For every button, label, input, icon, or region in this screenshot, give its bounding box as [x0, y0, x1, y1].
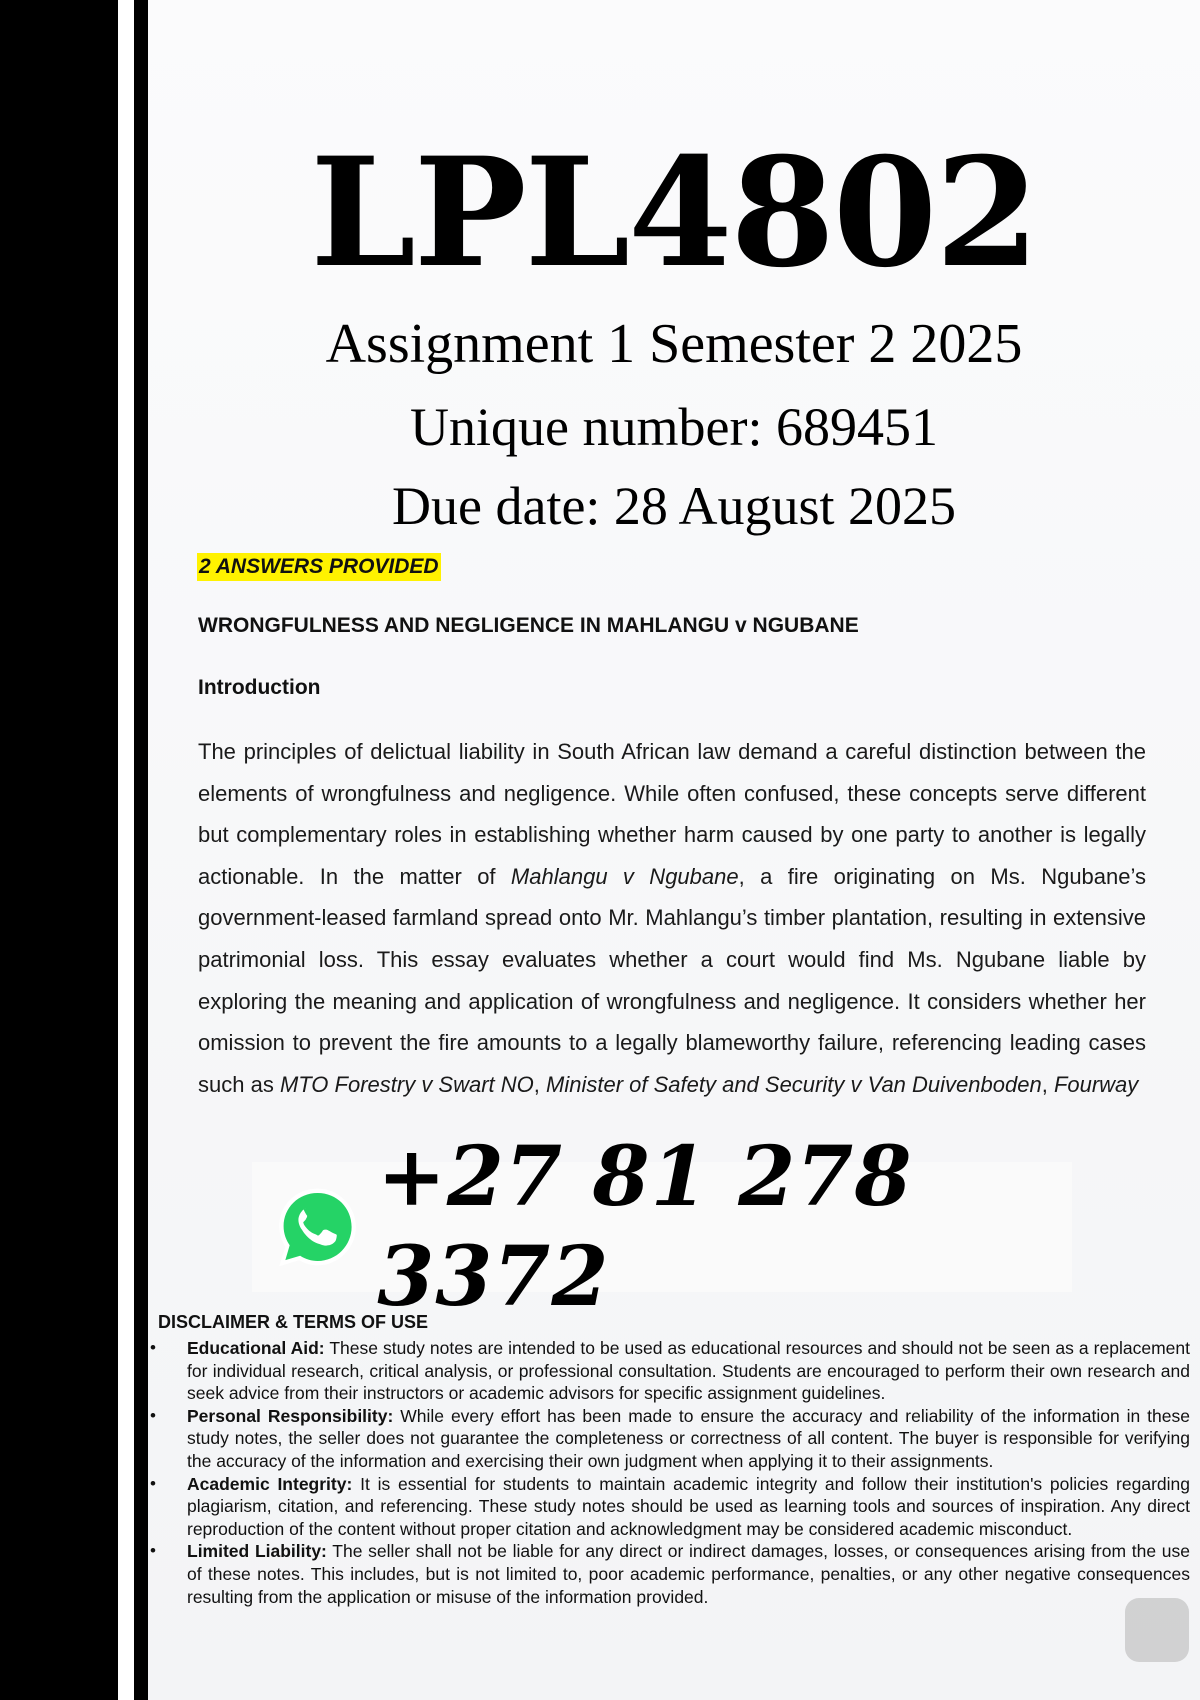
- intro-text-part: The principles of delictual liability in South African law demand a careful distinction between the elements of wrongfulness and negligence. While often confused, these concepts serve different but complementary roles in establishing whether harm caused by one party to another is legally actionable. In the matter of: [198, 739, 1146, 889]
- left-margin-bar: [0, 0, 118, 1700]
- disclaimer-text: These study notes are intended to be used as educational resources and should not be seen as a replacement for individual research, critical analysis, or professional consultation. Students are encouraged to perform their own research and seek advice from their instructors or academic advisors for specific assignment guidelines.: [187, 1338, 1190, 1404]
- disclaimer-term: Limited Liability:: [187, 1541, 327, 1562]
- case-citation: Fourway: [1053, 1071, 1139, 1097]
- intro-separator: ,: [1041, 1071, 1054, 1097]
- whatsapp-icon: [274, 1177, 361, 1277]
- disclaimer-item: [150, 1337, 1190, 1405]
- intro-text-part: , a fire originating on Ms. Ngubane’s government-leased farmland spread onto Mr. Mahlangu’s timber plantation, resulting in extensive patrimonial loss. This essay evaluates whether a court would find Ms. Ngubane liable by exploring the meaning and application of wrongfulness and negligence. It considers whether her omission to prevent the fire amounts to a legally blameworthy failure, referencing leading cases such as: [198, 863, 1146, 1097]
- disclaimer-term: Educational Aid:: [187, 1338, 325, 1358]
- assignment-subtitle: Assignment 1 Semester 2 2025: [325, 313, 1023, 375]
- introduction-heading: Introduction: [198, 676, 321, 699]
- disclaimer-text: While every effort has been made to ensure the accuracy and reliability of the information in these study notes, the seller does not guarantee the completeness or correctness of all content. The buyer is responsible for verifying the accuracy of the information and exercising their own judgment when applying it to their assignments.: [187, 1405, 1190, 1471]
- bullet: •: [150, 1338, 156, 1357]
- bullet: •: [150, 1541, 156, 1561]
- disclaimer-text: The seller shall not be liable for any direct or indirect damages, losses, or consequences arising from the use of these notes. This includes, but is not limited to, poor academic performance, penalties, or any other negative consequences resulting from the application or misuse of the information provided.: [187, 1541, 1190, 1607]
- disclaimer-list: [150, 1337, 1190, 1608]
- course-code-title: LPL4802: [310, 125, 1038, 301]
- bullet: •: [150, 1405, 156, 1425]
- disclaimer-item: [150, 1540, 1190, 1608]
- case-citation: MTO Forestry v Swart NO: [279, 1071, 534, 1097]
- essay-title: WRONGFULNESS AND NEGLIGENCE IN MAHLANGU v NGUBANE: [198, 614, 859, 637]
- corner-overlay-badge: [1125, 1598, 1189, 1662]
- introduction-paragraph: [198, 731, 1146, 1105]
- disclaimer-heading: DISCLAIMER & TERMS OF USE: [158, 1312, 429, 1332]
- disclaimer-item: [150, 1405, 1190, 1473]
- answers-provided-highlight: 2 ANSWERS PROVIDED: [197, 553, 441, 581]
- unique-number: Unique number: 689451: [410, 397, 938, 457]
- due-date: Due date: 28 August 2025: [392, 476, 956, 536]
- phone-number: +27 81 278 3372: [377, 1129, 913, 1325]
- disclaimer-term: Academic Integrity:: [187, 1473, 353, 1494]
- case-citation: Minister of Safety and Security v Van Duivenboden: [546, 1071, 1042, 1097]
- disclaimer-term: Personal Responsibility:: [187, 1405, 394, 1426]
- case-citation: Mahlangu v Ngubane: [510, 863, 739, 889]
- intro-separator: ,: [533, 1071, 547, 1097]
- disclaimer-item: [150, 1473, 1190, 1541]
- bullet: •: [150, 1473, 156, 1493]
- disclaimer-text: It is essential for students to maintain academic integrity and follow their institution's policies regarding plagiarism, citation, and referencing. These study notes should be used as learning tools and sources of inspiration. Any direct reproduction of the content without proper citation and acknowledgment may be considered academic misconduct.: [187, 1473, 1190, 1539]
- left-rule-bar: [134, 0, 148, 1700]
- whatsapp-contact-banner: [252, 1129, 1072, 1325]
